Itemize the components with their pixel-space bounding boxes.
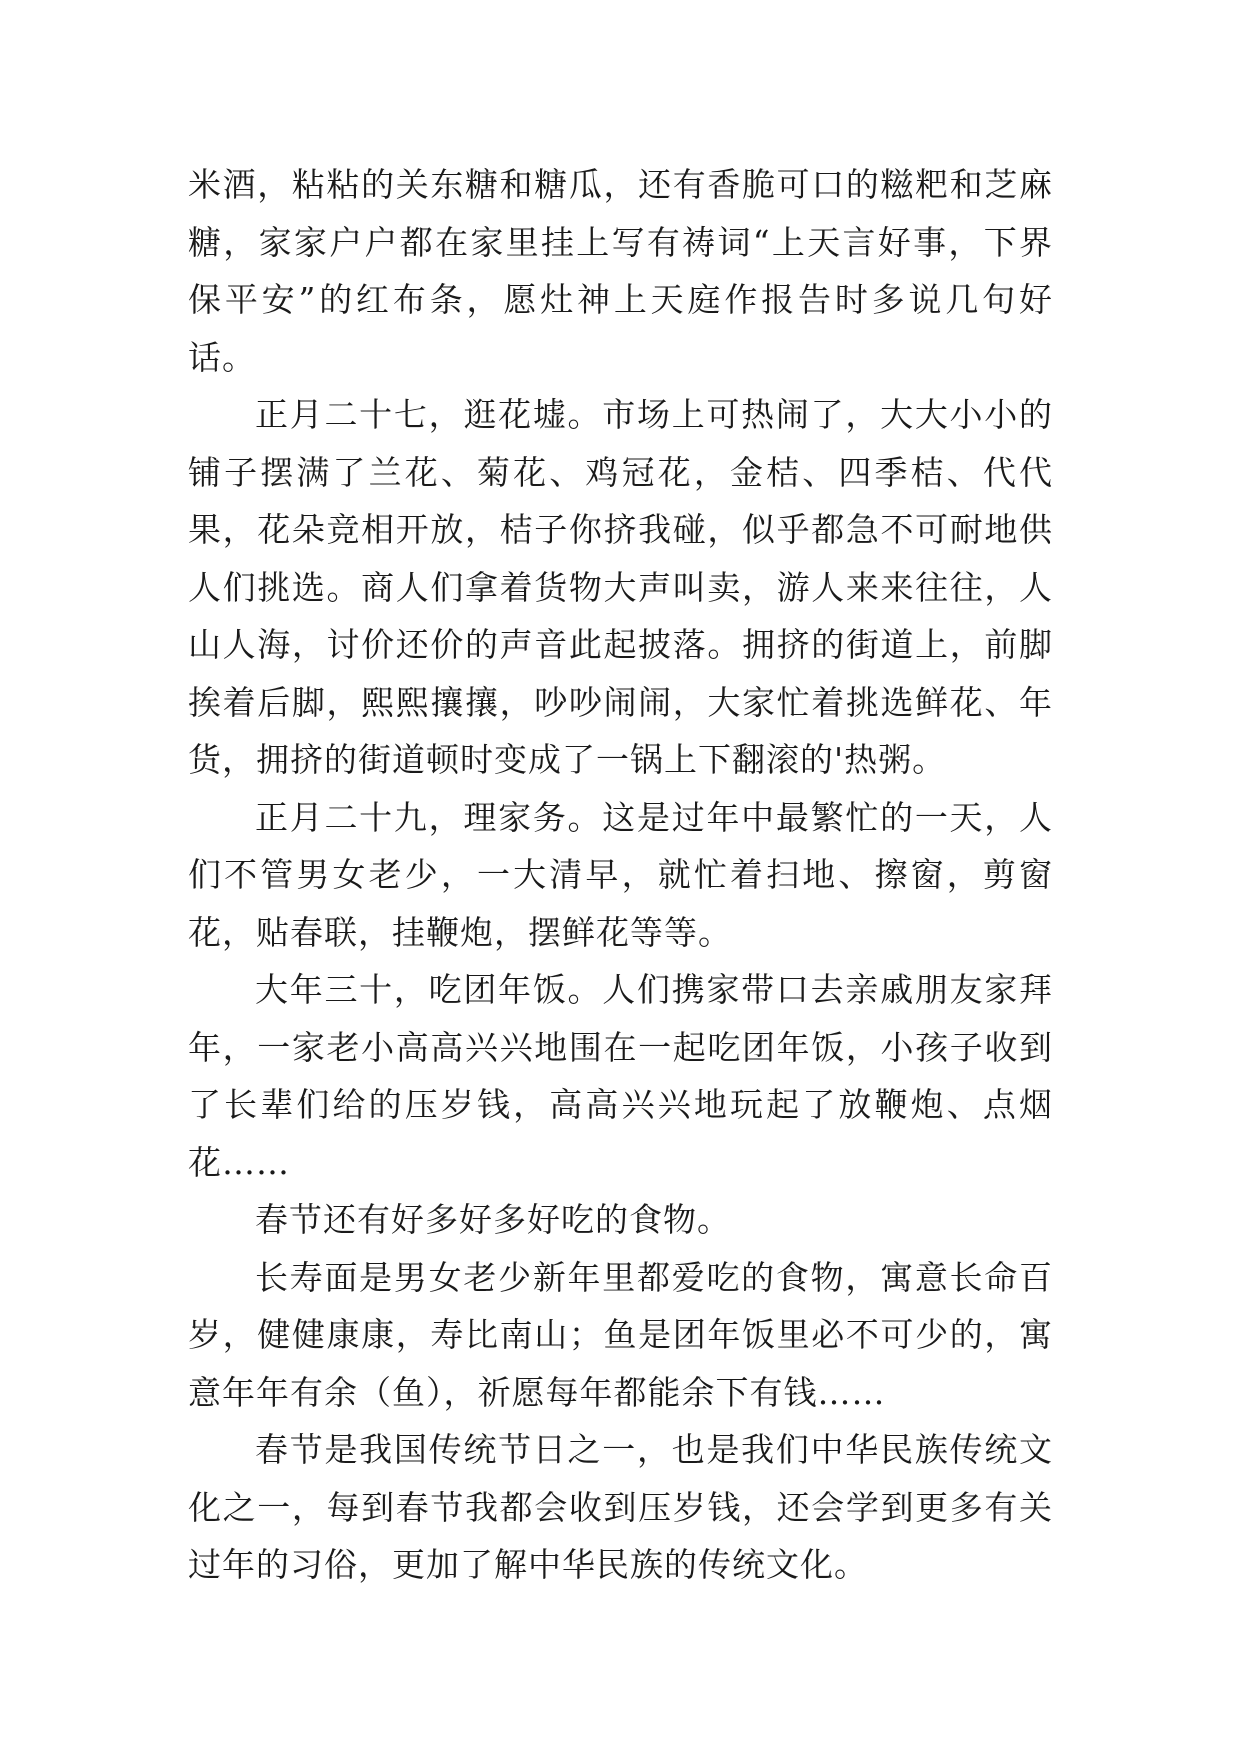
paragraph-7: 春节是我国传统节日之一，也是我们中华民族传统文化之一，每到春节我都会收到压岁钱，还会学到更多有关过年的习俗，更加了解中华民族的传统文化。 — [188, 1430, 1053, 1584]
paragraph-4: 大年三十，吃团年饭。人们携家带口去亲戚朋友家拜年，一家老小高高兴兴地围在一起吃团年饭，小孩子收到了长辈们给的压岁钱，高高兴兴地玩起了放鞭炮、点烟花…… — [188, 970, 1053, 1182]
paragraph-3: 正月二十九，理家务。这是过年中最繁忙的一天，人们不管男女老少，一大清早，就忙着扫地、擦窗，剪窗花，贴春联，挂鞭炮，摆鲜花等等。 — [188, 797, 1053, 952]
paragraph-1: 米酒，粘粘的关东糖和糖瓜，还有香脆可口的糍粑和芝麻糖，家家户户都在家里挂上写有祷词“上天言好事，下界保平安”的红布条，愿灶神上天庭作报告时多说几句好话。 — [188, 165, 1053, 377]
paragraph-2: 正月二十七，逛花墟。市场上可热闹了，大大小小的铺子摆满了兰花、菊花、鸡冠花，金桔、四季桔、代代果，花朵竞相开放，桔子你挤我碰，似乎都急不可耐地供人们挑选。商人们拿着货物大声叫卖，游人来来往往，人山人海，讨价还价的声音此起披落。拥挤的街道上，前脚挨着后脚，熙熙攘攘，吵吵闹闹，大家忙着挑选鲜花、年货，拥挤的街道顿时变成了一锅上下翻滚的'热粥。 — [188, 395, 1053, 779]
document-body — [188, 156, 1053, 1594]
paragraph-6: 长寿面是男女老少新年里都爱吃的食物，寓意长命百岁，健健康康，寿比南山；鱼是团年饭里必不可少的，寓意年年有余（鱼），祈愿每年都能余下有钱…… — [188, 1257, 1053, 1412]
paragraph-5: 春节还有好多好多好吃的食物。 — [255, 1200, 731, 1239]
